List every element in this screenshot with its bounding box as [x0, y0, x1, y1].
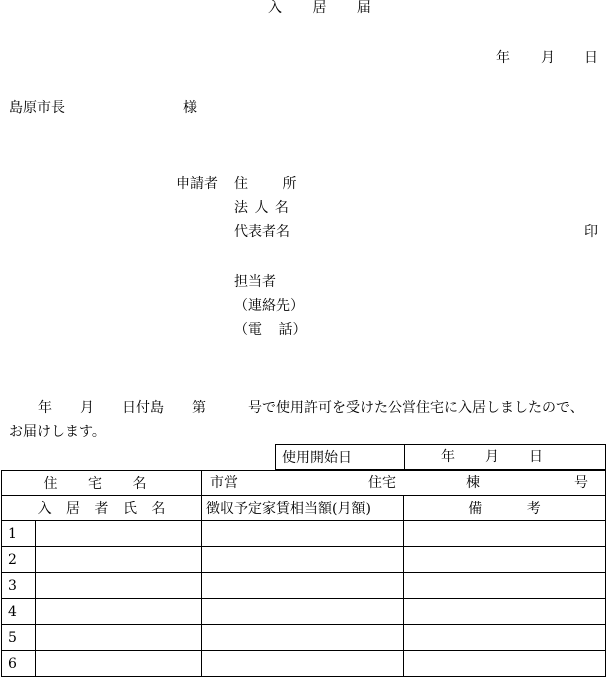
remarks-cell[interactable]	[404, 547, 606, 573]
start-date-table	[275, 444, 606, 470]
rent-amount-cell[interactable]	[202, 547, 404, 573]
rent-amount-cell[interactable]	[202, 625, 404, 651]
table-row	[2, 547, 606, 573]
phone-label: （電 話）	[234, 322, 307, 338]
table-header-row	[2, 496, 606, 521]
row-number: 5	[2, 625, 36, 651]
resident-name-cell[interactable]	[36, 573, 202, 599]
remarks-cell[interactable]	[404, 599, 606, 625]
start-date-row	[276, 445, 606, 470]
resident-table	[1, 470, 606, 677]
unit-number-label: 号	[574, 475, 588, 491]
remarks-cell[interactable]	[404, 573, 606, 599]
applicant-corp-name-label: 法 人 名	[234, 200, 289, 216]
body-text-line1: 年 月 日付島 第 号で使用許可を受けた公営住宅に入居しましたので、	[38, 400, 584, 416]
row-number: 6	[2, 651, 36, 677]
applicant-address-label: 住 所	[234, 176, 297, 192]
applicant-representative-label: 代表者名	[234, 224, 290, 240]
table-row	[2, 573, 606, 599]
resident-name-header: 入 居 者 氏 名	[2, 496, 202, 521]
housing-name-label: 住 宅 名	[2, 471, 202, 496]
resident-name-cell[interactable]	[36, 599, 202, 625]
body-text-line2: お届けします。	[9, 424, 106, 440]
start-date-label: 使用開始日	[276, 445, 405, 470]
remarks-header: 備 考	[404, 496, 606, 521]
date-year-label: 年	[496, 50, 510, 66]
city-prefix-label: 市営	[210, 475, 238, 491]
resident-name-cell[interactable]	[36, 521, 202, 547]
remarks-cell[interactable]	[404, 625, 606, 651]
resident-name-cell[interactable]	[36, 651, 202, 677]
rent-amount-header: 徴収予定家賃相当額(月額)	[202, 496, 404, 521]
addressee-honorific: 様	[183, 100, 197, 116]
rent-amount-cell[interactable]	[202, 651, 404, 677]
table-row	[2, 521, 606, 547]
row-number: 2	[2, 547, 36, 573]
start-month-label: 月	[485, 449, 499, 465]
rent-amount-cell[interactable]	[202, 599, 404, 625]
row-number: 3	[2, 573, 36, 599]
person-in-charge-label: 担当者	[234, 274, 276, 290]
resident-name-cell[interactable]	[36, 547, 202, 573]
rent-amount-cell[interactable]	[202, 521, 404, 547]
resident-name-cell[interactable]	[36, 625, 202, 651]
date-month-label: 月	[541, 50, 555, 66]
housing-name-value	[202, 471, 606, 496]
building-label: 棟	[466, 475, 480, 491]
document-title: 入 居 届	[268, 0, 384, 16]
start-year-label: 年	[441, 449, 455, 465]
applicant-label: 申請者	[176, 176, 218, 192]
start-date-value	[405, 445, 606, 470]
rent-amount-cell[interactable]	[202, 573, 404, 599]
date-day-label: 日	[584, 50, 598, 66]
addressee-name: 島原市長	[9, 100, 65, 116]
table-row	[2, 625, 606, 651]
contact-label: （連絡先）	[234, 298, 304, 314]
housing-name-row	[2, 471, 606, 496]
table-row	[2, 651, 606, 677]
remarks-cell[interactable]	[404, 521, 606, 547]
remarks-cell[interactable]	[404, 651, 606, 677]
seal-mark: 印	[584, 224, 598, 240]
housing-suffix-label: 住宅	[368, 475, 396, 491]
table-row	[2, 599, 606, 625]
start-day-label: 日	[529, 449, 543, 465]
row-number: 1	[2, 521, 36, 547]
row-number: 4	[2, 599, 36, 625]
